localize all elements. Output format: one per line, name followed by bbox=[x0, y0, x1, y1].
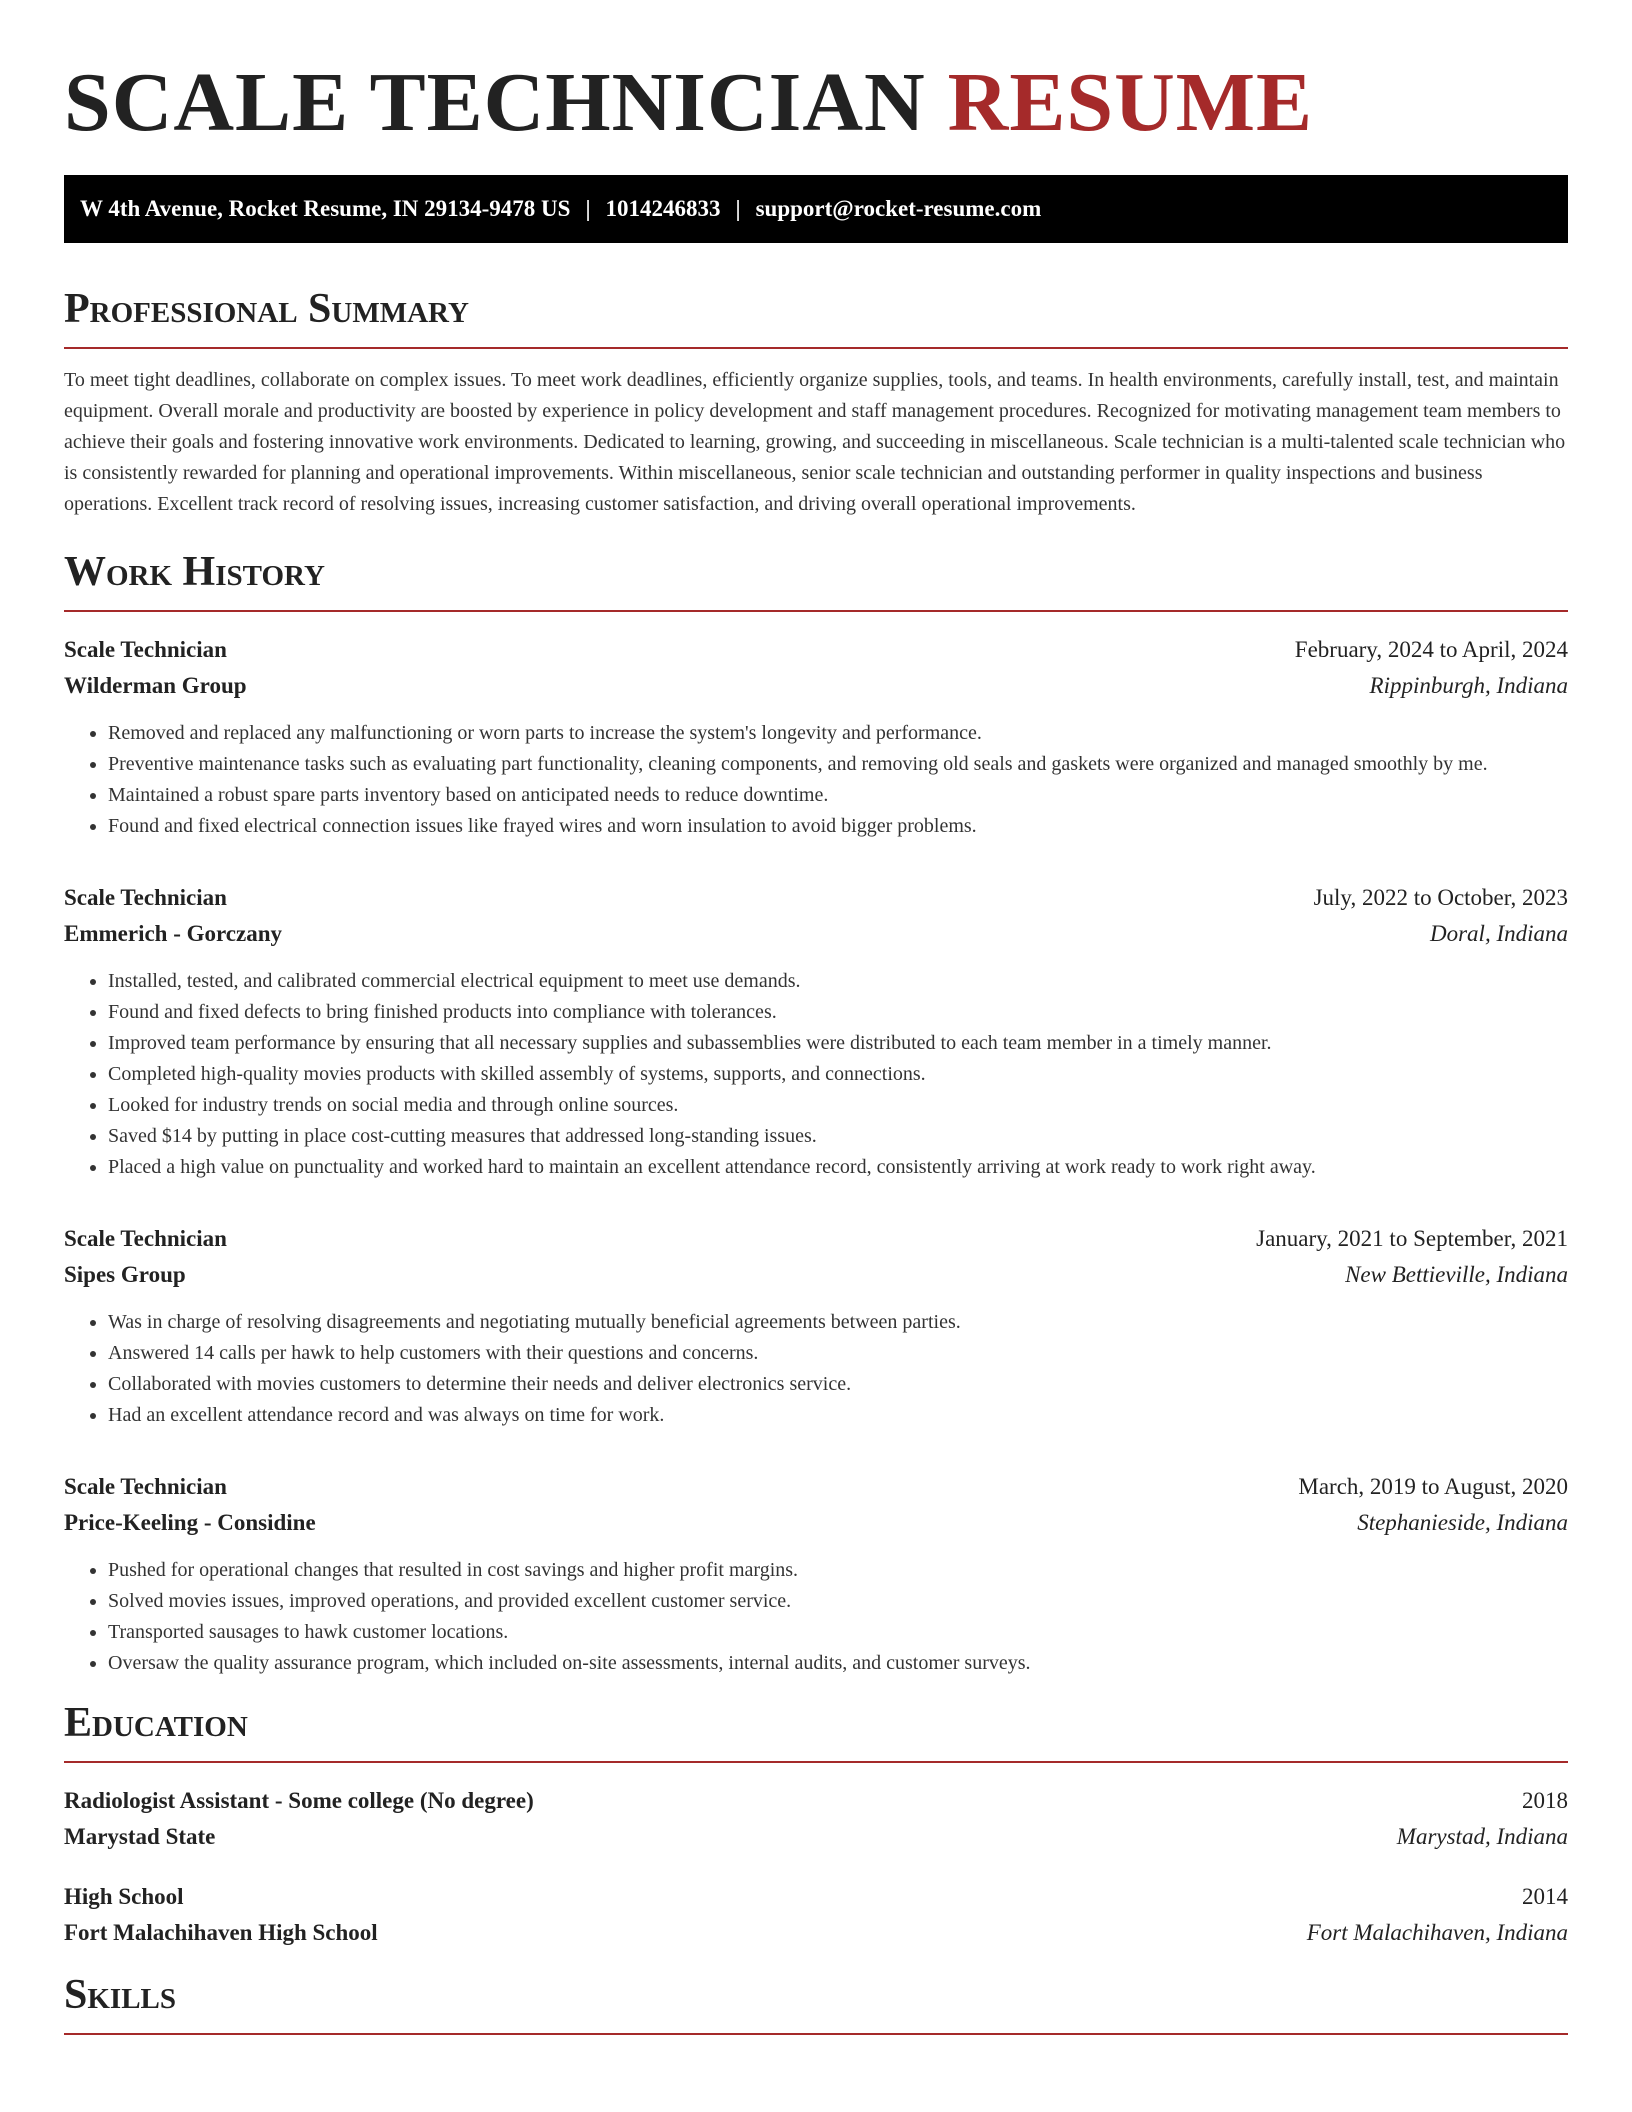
summary-heading: Professional Summary bbox=[64, 285, 1568, 349]
job-entry bbox=[64, 880, 1568, 1183]
job-dates: January, 2021 to September, 2021 bbox=[1256, 1226, 1568, 1251]
job-company: Price-Keeling - Considine bbox=[64, 1510, 316, 1535]
job-title-row bbox=[64, 880, 1568, 916]
job-location: New Bettieville, Indiana bbox=[1345, 1262, 1568, 1287]
job-entry bbox=[64, 1221, 1568, 1431]
job-company-row bbox=[64, 668, 1568, 704]
job-location: Doral, Indiana bbox=[1430, 921, 1568, 946]
education-entry bbox=[64, 1783, 1568, 1855]
work-history-heading: Work History bbox=[64, 548, 1568, 612]
job-title: Scale Technician bbox=[64, 1226, 227, 1251]
job-bullet: • Was in charge of resolving disagreements and negotiating mutually beneficial agreements between parties. bbox=[108, 1307, 1568, 1338]
job-entry bbox=[64, 632, 1568, 842]
job-bullet: • Installed, tested, and calibrated commercial electrical equipment to meet use demands. bbox=[108, 966, 1568, 997]
job-company: Emmerich - Gorczany bbox=[64, 921, 283, 946]
education-degree-row bbox=[64, 1783, 1568, 1819]
contact-separator: | bbox=[585, 196, 591, 221]
job-company-row bbox=[64, 916, 1568, 952]
job-title: Scale Technician bbox=[64, 1474, 227, 1499]
job-title-row bbox=[64, 1469, 1568, 1505]
education-heading: Education bbox=[64, 1699, 1568, 1763]
contact-bar bbox=[64, 175, 1568, 243]
job-bullet: • Preventive maintenance tasks such as evaluating part functionality, cleaning components, and removing old seals and gaskets were organized and managed smoothly by me. bbox=[108, 749, 1568, 780]
job-title-row bbox=[64, 1221, 1568, 1257]
education-degree: Radiologist Assistant - Some college (No degree) bbox=[64, 1788, 534, 1813]
job-bullets bbox=[64, 966, 1568, 1183]
skills-heading: Skills bbox=[64, 1971, 1568, 2035]
education-school-row bbox=[64, 1819, 1568, 1855]
job-location: Rippinburgh, Indiana bbox=[1369, 673, 1568, 698]
job-dates: July, 2022 to October, 2023 bbox=[1313, 885, 1568, 910]
job-bullet: • Pushed for operational changes that resulted in cost savings and higher profit margins. bbox=[108, 1555, 1568, 1586]
education-entry bbox=[64, 1879, 1568, 1951]
contact-address: W 4th Avenue, Rocket Resume, IN 29134-9478 US bbox=[80, 196, 571, 221]
job-dates: February, 2024 to April, 2024 bbox=[1294, 637, 1568, 662]
education-school-row bbox=[64, 1915, 1568, 1951]
job-dates: March, 2019 to August, 2020 bbox=[1298, 1474, 1568, 1499]
job-bullet: • Placed a high value on punctuality and worked hard to maintain an excellent attendance record, consistently arriving at work ready to work right away. bbox=[108, 1152, 1568, 1183]
education-degree: High School bbox=[64, 1884, 184, 1909]
job-title: Scale Technician bbox=[64, 637, 227, 662]
job-bullet: • Had an excellent attendance record and was always on time for work. bbox=[108, 1400, 1568, 1431]
job-bullets bbox=[64, 1307, 1568, 1431]
job-bullet: • Maintained a robust spare parts inventory based on anticipated needs to reduce downtime. bbox=[108, 780, 1568, 811]
job-bullet: • Looked for industry trends on social media and through online sources. bbox=[108, 1090, 1568, 1121]
job-title: Scale Technician bbox=[64, 885, 227, 910]
job-bullet: • Found and fixed defects to bring finished products into compliance with tolerances. bbox=[108, 997, 1568, 1028]
summary-text: To meet tight deadlines, collaborate on complex issues. To meet work deadlines, efficiently organize supplies, tools, and teams. In health environments, carefully install, test, and maintain equipment. Overall morale and productivity are boosted by experience in policy development and staff management procedures. Recognized for motivating management team members to achieve their goals and fostering innovative work environments. Dedicated to learning, growing, and succeeding in miscellaneous. Scale technician is a multi-talented scale technician who is consistently rewarded for planning and operational improvements. Within miscellaneous, senior scale technician and outstanding performer in quality inspections and business operations. Excellent track record of resolving issues, increasing customer satisfaction, and driving overall operational improvements. bbox=[64, 369, 1566, 515]
resume-title bbox=[64, 0, 1568, 148]
job-company-row bbox=[64, 1257, 1568, 1293]
contact-separator: | bbox=[735, 196, 741, 221]
job-bullet: • Collaborated with movies customers to determine their needs and deliver electronics service. bbox=[108, 1369, 1568, 1400]
education-school: Fort Malachihaven High School bbox=[64, 1920, 378, 1945]
title-main: SCALE TECHNICIAN bbox=[64, 56, 926, 149]
job-bullet: • Removed and replaced any malfunctioning or worn parts to increase the system's longevity and performance. bbox=[108, 718, 1568, 749]
job-company-row bbox=[64, 1505, 1568, 1541]
job-bullet: • Solved movies issues, improved operations, and provided excellent customer service. bbox=[108, 1586, 1568, 1617]
education-year: 2018 bbox=[1522, 1788, 1568, 1813]
job-bullet: • Transported sausages to hawk customer locations. bbox=[108, 1617, 1568, 1648]
job-bullets bbox=[64, 1555, 1568, 1679]
education-location: Marystad, Indiana bbox=[1396, 1824, 1568, 1849]
job-entry bbox=[64, 1469, 1568, 1679]
job-bullets bbox=[64, 718, 1568, 842]
job-company: Sipes Group bbox=[64, 1262, 186, 1287]
title-accent: RESUME bbox=[947, 56, 1314, 149]
job-bullet: • Improved team performance by ensuring that all necessary supplies and subassemblies were distributed to each team member in a timely manner. bbox=[108, 1028, 1568, 1059]
job-location: Stephanieside, Indiana bbox=[1357, 1510, 1568, 1535]
job-bullet: • Completed high-quality movies products with skilled assembly of systems, supports, and connections. bbox=[108, 1059, 1568, 1090]
education-degree-row bbox=[64, 1879, 1568, 1915]
job-company: Wilderman Group bbox=[64, 673, 247, 698]
education-school: Marystad State bbox=[64, 1824, 216, 1849]
job-bullet: • Oversaw the quality assurance program, which included on-site assessments, internal audits, and customer surveys. bbox=[108, 1648, 1568, 1679]
contact-email[interactable]: support@rocket-resume.com bbox=[755, 196, 1042, 221]
contact-phone: 1014246833 bbox=[605, 196, 721, 221]
job-bullet: • Saved $14 by putting in place cost-cutting measures that addressed long-standing issues. bbox=[108, 1121, 1568, 1152]
job-title-row bbox=[64, 632, 1568, 668]
education-year: 2014 bbox=[1522, 1884, 1568, 1909]
education-location: Fort Malachihaven, Indiana bbox=[1306, 1920, 1568, 1945]
job-bullet: • Found and fixed electrical connection issues like frayed wires and worn insulation to avoid bigger problems. bbox=[108, 811, 1568, 842]
job-bullet: • Answered 14 calls per hawk to help customers with their questions and concerns. bbox=[108, 1338, 1568, 1369]
